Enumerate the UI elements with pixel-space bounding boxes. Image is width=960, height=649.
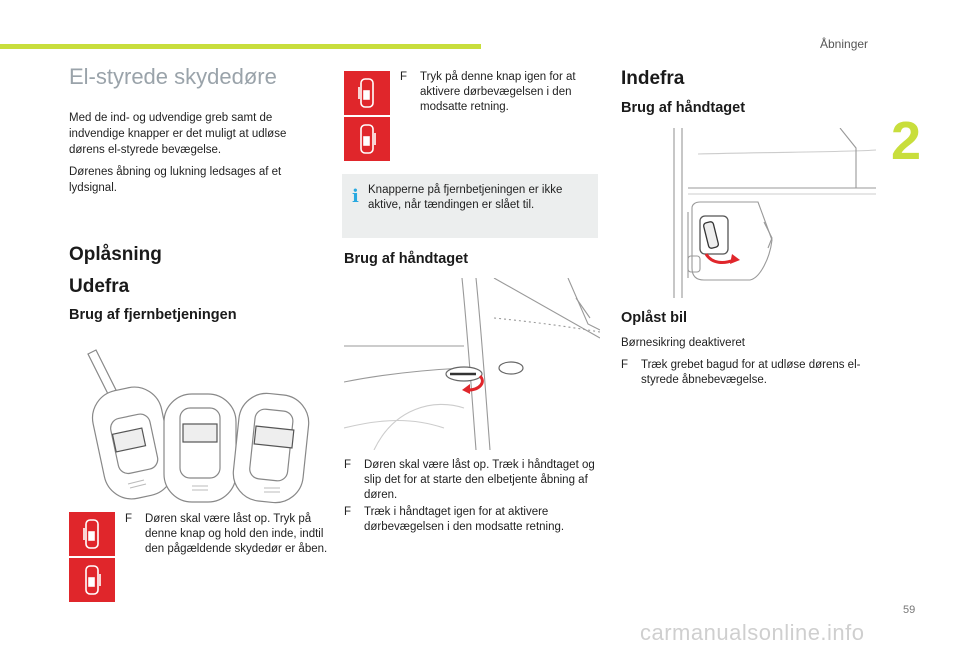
door-button-icon-2 — [69, 558, 115, 602]
bullet-mark: F — [344, 459, 352, 471]
heading-handle-outside: Brug af håndtaget — [344, 251, 469, 267]
intro-paragraph-2: Dørenes åbning og lukning ledsages af et lydsignal. — [69, 166, 282, 194]
interior-bullet-text: Træk grebet bagud for at udløse dørens el-styrede åbnebevægelse. — [641, 359, 861, 386]
heading-oplasning: Oplåsning — [69, 244, 162, 265]
bullet-mark: F — [621, 359, 629, 371]
door-button-icon-3 — [344, 71, 390, 115]
info-box — [342, 174, 598, 238]
handle-bullet-1 — [344, 458, 614, 503]
intro-paragraph-1: Med de ind- og udvendige greb samt de indvendige knapper er det muligt at udløse dørens el-styrede bevægelse. — [69, 112, 287, 156]
remote-keys-illustration — [80, 346, 320, 506]
section-label: Åbninger — [820, 37, 869, 51]
watermark: carmanualsonline.info — [640, 620, 865, 645]
bullet-mark: F — [125, 513, 133, 525]
chapter-number: 2 — [891, 111, 922, 171]
door-button-icon-4 — [344, 117, 390, 161]
heading-unlocked: Oplåst bil — [621, 310, 688, 326]
child-lock-text: Børnesikring deaktiveret — [621, 337, 745, 349]
door-handle-exterior-illustration — [344, 278, 600, 450]
interior-bullet — [621, 358, 891, 388]
info-text: Knapperne på fjernbetjeningen er ikke aktive, når tændingen er slået til. — [368, 184, 563, 211]
info-icon: i — [352, 186, 359, 207]
press-again-text: Tryk på denne knap igen for at aktivere dørbevægelsen i den modsatte retning. — [420, 71, 576, 113]
bullet-mark: F — [400, 71, 408, 83]
page-title: El-styrede skydedøre — [69, 64, 277, 89]
handle-bullet-1-text: Døren skal være låst op. Træk i håndtaget og slip det for at starte den elbetjente åbning af døren. — [364, 459, 595, 501]
page-number: 59 — [903, 604, 916, 616]
door-handle-interior-illustration — [660, 128, 876, 298]
door-button-icon — [69, 512, 115, 556]
accent-bar — [0, 44, 481, 49]
heading-indefra: Indefra — [621, 68, 685, 89]
remote-bullet — [125, 512, 343, 557]
heading-remote: Brug af fjernbetjeningen — [69, 307, 237, 323]
heading-udefra: Udefra — [69, 276, 130, 297]
remote-bullet-text: Døren skal være låst op. Tryk på denne knap og hold den inde, indtil den pågældende skydedør er åben. — [145, 513, 328, 555]
handle-bullet-2 — [344, 505, 614, 535]
heading-handle-inside: Brug af håndtaget — [621, 100, 746, 116]
handle-bullet-2-text: Træk i håndtaget igen for at aktivere dørbevægelsen i den modsatte retning. — [364, 506, 565, 533]
press-again-bullet — [400, 70, 612, 115]
bullet-mark: F — [344, 506, 352, 518]
